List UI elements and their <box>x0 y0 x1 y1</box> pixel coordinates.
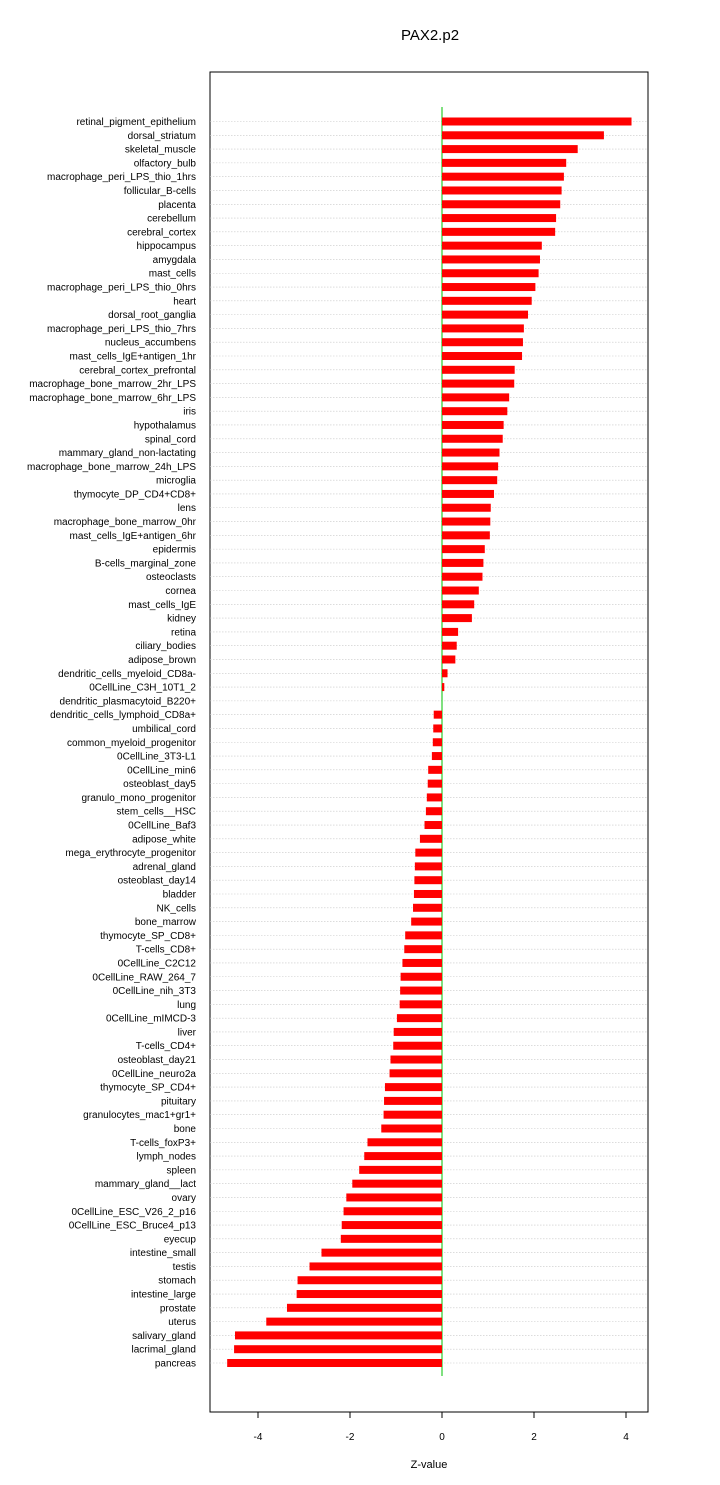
bar <box>442 449 500 457</box>
category-label: liver <box>177 1027 196 1039</box>
category-label: T-cells_foxP3+ <box>130 1137 196 1149</box>
bar <box>442 669 448 677</box>
bar <box>385 1083 442 1091</box>
category-label: prostate <box>159 1303 196 1315</box>
bar <box>266 1318 442 1326</box>
bar <box>442 531 490 539</box>
category-label: salivary_gland <box>132 1330 196 1342</box>
bar <box>298 1276 442 1284</box>
bar <box>344 1207 442 1215</box>
bar <box>413 904 442 912</box>
category-label: placenta <box>158 199 196 211</box>
bar <box>442 518 490 526</box>
bar <box>352 1180 442 1188</box>
category-label: kidney <box>167 613 196 625</box>
bar <box>426 807 442 815</box>
category-label: microglia <box>155 475 196 487</box>
category-label: lung <box>177 999 196 1011</box>
bar <box>442 297 532 305</box>
category-label: mega_erythrocyte_progenitor <box>65 848 196 860</box>
bar <box>402 959 442 967</box>
bar <box>442 476 497 484</box>
category-label: macrophage_bone_marrow_6hr_LPS <box>29 392 196 404</box>
category-label: 0CellLine_3T3-L1 <box>117 751 196 763</box>
bar <box>433 738 442 746</box>
category-label: retina <box>170 627 196 639</box>
bar <box>321 1249 442 1257</box>
bar <box>442 366 515 374</box>
bar <box>287 1304 442 1312</box>
category-label: bone <box>173 1123 196 1135</box>
bar <box>442 269 539 277</box>
category-label: cerebral_cortex_prefrontal <box>79 365 196 377</box>
bar <box>234 1345 442 1353</box>
bar <box>384 1097 442 1105</box>
category-label: olfactory_bulb <box>133 158 196 170</box>
bar <box>442 490 494 498</box>
bar <box>442 186 562 194</box>
bar <box>346 1193 442 1201</box>
bar <box>442 628 458 636</box>
chart-title: PAX2.p2 <box>400 27 460 44</box>
bar <box>381 1124 442 1132</box>
category-label: eyecup <box>163 1234 196 1246</box>
category-label: stem_cells__HSC <box>116 806 196 818</box>
bar <box>442 545 485 553</box>
bar <box>411 918 442 926</box>
category-label: dorsal_striatum <box>127 130 196 142</box>
bar <box>297 1290 442 1298</box>
category-label: adipose_white <box>132 834 196 846</box>
category-label: osteoblast_day5 <box>123 779 196 791</box>
bar <box>227 1359 442 1367</box>
category-labels <box>27 117 197 1370</box>
category-label: T-cells_CD4+ <box>135 1041 196 1053</box>
bar <box>364 1152 442 1160</box>
bar <box>235 1331 442 1339</box>
bar <box>442 683 444 691</box>
category-label: retinal_pigment_epithelium <box>76 117 196 128</box>
bar <box>400 987 442 995</box>
bar <box>442 407 507 415</box>
category-label: common_myeloid_progenitor <box>67 737 196 749</box>
category-label: 0CellLine_C3H_10T1_2 <box>89 682 196 694</box>
category-label: bladder <box>162 889 196 901</box>
bar <box>415 849 442 857</box>
bar <box>397 1014 442 1022</box>
bar <box>414 876 442 884</box>
category-label: testis <box>172 1261 196 1273</box>
category-label: 0CellLine_min6 <box>127 765 196 777</box>
bar <box>442 614 472 622</box>
bar <box>415 862 442 870</box>
category-label: dendritic_cells_lymphoid_CD8a+ <box>50 710 196 722</box>
category-label: adipose_brown <box>128 654 196 666</box>
bar <box>367 1138 442 1146</box>
bar <box>442 642 457 650</box>
category-label: intestine_large <box>130 1289 196 1301</box>
bar <box>442 435 503 443</box>
category-label: amygdala <box>152 254 196 266</box>
bar <box>442 421 504 429</box>
bar <box>442 380 514 388</box>
category-label: nucleus_accumbens <box>104 337 196 349</box>
category-label: macrophage_peri_LPS_thio_0hrs <box>47 282 196 294</box>
bar <box>310 1262 442 1270</box>
category-label: osteoblast_day21 <box>117 1055 196 1067</box>
bar <box>342 1221 442 1229</box>
bar <box>442 324 524 332</box>
category-label: mast_cells_IgE+antigen_1hr <box>69 351 196 363</box>
bar <box>442 587 479 595</box>
category-label: spleen <box>166 1165 196 1177</box>
category-label: heart <box>173 296 196 308</box>
category-label: thymocyte_SP_CD8+ <box>100 930 196 942</box>
category-label: mammary_gland_non-lactating <box>58 448 196 460</box>
category-label: lacrimal_gland <box>131 1344 196 1356</box>
bar <box>390 1069 442 1077</box>
bar <box>442 338 523 346</box>
bar <box>384 1111 442 1119</box>
category-label: cornea <box>165 586 196 598</box>
bar <box>442 462 498 470</box>
category-label: osteoclasts <box>145 572 196 584</box>
bar <box>442 255 540 263</box>
bar <box>442 559 483 567</box>
bar <box>442 352 522 360</box>
bar <box>394 1028 442 1036</box>
bar <box>390 1056 442 1064</box>
x-tick-label: -2 <box>345 1432 355 1443</box>
category-label: umbilical_cord <box>132 723 196 735</box>
category-label: cerebellum <box>147 213 196 225</box>
category-label: macrophage_bone_marrow_24h_LPS <box>26 461 196 473</box>
bar <box>428 780 442 788</box>
bar <box>428 766 442 774</box>
x-axis <box>254 1412 630 1443</box>
category-label: B-cells_marginal_zone <box>94 558 196 570</box>
category-label: macrophage_peri_LPS_thio_1hrs <box>47 172 196 184</box>
category-label: mammary_gland__lact <box>94 1179 196 1191</box>
category-label: mast_cells_IgE+antigen_6hr <box>69 530 196 542</box>
bar <box>442 393 509 401</box>
category-label: pituitary <box>160 1096 196 1108</box>
category-label: spinal_cord <box>144 434 196 446</box>
category-label: 0CellLine_nih_3T3 <box>112 986 196 998</box>
category-label: follicular_B-cells <box>123 185 196 197</box>
category-label: 0CellLine_C2C12 <box>117 958 196 970</box>
bar <box>442 573 482 581</box>
category-label: skeletal_muscle <box>124 144 196 156</box>
bar <box>400 1000 442 1008</box>
category-label: thymocyte_DP_CD4+CD8+ <box>73 489 196 501</box>
category-label: macrophage_bone_marrow_2hr_LPS <box>29 379 196 391</box>
bar <box>442 214 556 222</box>
category-label: lymph_nodes <box>136 1151 196 1163</box>
category-label: hypothalamus <box>133 420 196 432</box>
bar <box>432 752 442 760</box>
category-label: uterus <box>168 1317 196 1329</box>
category-label: T-cells_CD8+ <box>135 944 196 956</box>
category-label: granulo_mono_progenitor <box>81 792 196 804</box>
bar <box>442 242 542 250</box>
category-label: intestine_small <box>129 1248 196 1260</box>
category-label: bone_marrow <box>134 917 196 929</box>
category-label: osteoblast_day14 <box>117 875 196 887</box>
category-label: mast_cells <box>148 268 196 280</box>
bar <box>404 945 442 953</box>
bar <box>425 821 442 829</box>
category-label: adrenal_gland <box>132 861 196 873</box>
x-tick-label: -4 <box>253 1432 263 1443</box>
bar <box>442 173 564 181</box>
bar <box>341 1235 442 1243</box>
category-label: NK_cells <box>156 903 196 915</box>
category-label: ovary <box>171 1192 196 1204</box>
bar <box>442 283 535 291</box>
category-label: pancreas <box>154 1358 196 1370</box>
category-label: dorsal_root_ganglia <box>108 310 196 322</box>
bar <box>434 711 442 719</box>
bar <box>427 793 442 801</box>
category-label: stomach <box>158 1275 196 1287</box>
bar <box>433 724 442 732</box>
category-label: granulocytes_mac1+gr1+ <box>83 1110 196 1122</box>
x-tick-label: 2 <box>531 1432 537 1443</box>
bar <box>442 655 455 663</box>
category-label: 0CellLine_Baf3 <box>128 820 196 832</box>
category-label: 0CellLine_mIMCD-3 <box>105 1013 196 1025</box>
category-label: dendritic_cells_myeloid_CD8a- <box>58 668 196 680</box>
category-label: 0CellLine_neuro2a <box>112 1068 196 1080</box>
bar <box>405 931 442 939</box>
category-label: 0CellLine_ESC_V26_2_p16 <box>71 1206 196 1218</box>
category-label: cerebral_cortex <box>127 227 196 239</box>
category-label: 0CellLine_ESC_Bruce4_p13 <box>68 1220 196 1232</box>
bar <box>359 1166 442 1174</box>
grid-lines <box>210 122 648 1364</box>
category-label: epidermis <box>152 544 196 556</box>
bar <box>401 973 442 981</box>
bar <box>442 145 578 153</box>
category-label: macrophage_peri_LPS_thio_7hrs <box>47 323 196 335</box>
category-label: iris <box>183 406 196 418</box>
bar <box>442 159 566 167</box>
category-label: dendritic_plasmacytoid_B220+ <box>59 696 196 708</box>
bar <box>442 200 560 208</box>
bar <box>442 228 555 236</box>
category-label: mast_cells_IgE <box>128 599 196 611</box>
bar <box>442 600 474 608</box>
category-label: macrophage_bone_marrow_0hr <box>53 517 196 529</box>
category-label: ciliary_bodies <box>135 641 196 653</box>
bar <box>420 835 442 843</box>
bar <box>442 311 528 319</box>
bar <box>442 131 604 139</box>
category-label: lens <box>177 503 196 515</box>
x-tick-label: 4 <box>623 1432 629 1443</box>
bar <box>442 504 491 512</box>
x-tick-label: 0 <box>439 1432 445 1443</box>
category-label: hippocampus <box>136 241 196 253</box>
bar <box>393 1042 442 1050</box>
x-axis-label: Z-value <box>410 1459 448 1471</box>
bar <box>414 890 442 898</box>
category-label: thymocyte_SP_CD4+ <box>100 1082 196 1094</box>
bar <box>442 118 632 126</box>
category-label: 0CellLine_RAW_264_7 <box>92 972 196 984</box>
